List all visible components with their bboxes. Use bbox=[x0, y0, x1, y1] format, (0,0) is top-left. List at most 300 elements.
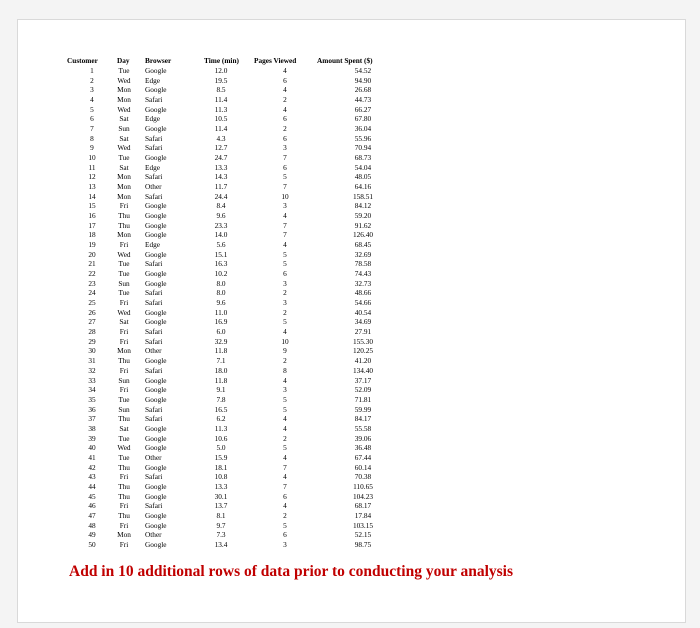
day-cell: Sat bbox=[119, 423, 129, 433]
amount-cell: 17.84 bbox=[354, 510, 372, 520]
time-cell: 13.7 bbox=[214, 501, 228, 511]
browser-cell: Safari bbox=[145, 327, 163, 337]
table-row bbox=[0, 327, 700, 337]
browser-cell: Google bbox=[145, 211, 167, 221]
pages-cell: 3 bbox=[283, 385, 287, 395]
browser-cell: Google bbox=[145, 307, 167, 317]
time-cell: 11.8 bbox=[214, 375, 228, 385]
time-cell: 8.0 bbox=[216, 278, 226, 288]
amount-cell: 158.51 bbox=[352, 191, 374, 201]
header-time: Time (min) bbox=[204, 56, 239, 65]
browser-cell: Google bbox=[145, 491, 167, 501]
customer-cell: 45 bbox=[88, 491, 96, 501]
day-cell: Sun bbox=[118, 278, 130, 288]
day-cell: Tue bbox=[118, 269, 130, 279]
customer-cell: 39 bbox=[88, 433, 96, 443]
pages-cell: 2 bbox=[283, 95, 287, 105]
browser-cell: Edge bbox=[145, 240, 160, 250]
day-cell: Thu bbox=[118, 481, 130, 491]
browser-cell: Edge bbox=[145, 114, 160, 124]
day-cell: Mon bbox=[117, 191, 131, 201]
time-cell: 8.4 bbox=[216, 201, 226, 211]
time-cell: 11.0 bbox=[214, 307, 228, 317]
day-cell: Sat bbox=[119, 114, 129, 124]
table-row bbox=[0, 337, 700, 347]
amount-cell: 55.96 bbox=[354, 133, 372, 143]
pages-cell: 2 bbox=[283, 510, 287, 520]
pages-cell: 3 bbox=[283, 539, 287, 549]
amount-cell: 84.12 bbox=[354, 201, 372, 211]
table-row bbox=[0, 182, 700, 192]
day-cell: Fri bbox=[119, 240, 129, 250]
customer-cell: 21 bbox=[88, 259, 96, 269]
amount-cell: 67.44 bbox=[354, 452, 372, 462]
customer-cell: 30 bbox=[88, 346, 96, 356]
browser-cell: Safari bbox=[145, 472, 163, 482]
time-cell: 5.6 bbox=[216, 240, 226, 250]
pages-cell: 6 bbox=[283, 75, 287, 85]
customer-cell: 46 bbox=[88, 501, 96, 511]
table-row bbox=[0, 317, 700, 327]
table-row bbox=[0, 201, 700, 211]
day-cell: Mon bbox=[117, 530, 131, 540]
browser-cell: Google bbox=[145, 443, 167, 453]
day-cell: Tue bbox=[118, 259, 130, 269]
browser-cell: Google bbox=[145, 220, 167, 230]
day-cell: Thu bbox=[118, 414, 130, 424]
time-cell: 4.3 bbox=[216, 133, 226, 143]
amount-cell: 98.75 bbox=[354, 539, 372, 549]
day-cell: Fri bbox=[119, 365, 129, 375]
amount-cell: 74.43 bbox=[354, 269, 372, 279]
pages-cell: 5 bbox=[283, 317, 287, 327]
time-cell: 7.1 bbox=[216, 356, 226, 366]
table-row bbox=[0, 124, 700, 134]
time-cell: 15.9 bbox=[214, 452, 228, 462]
amount-cell: 40.54 bbox=[354, 307, 372, 317]
customer-cell: 1 bbox=[90, 66, 94, 75]
pages-cell: 4 bbox=[283, 85, 287, 95]
browser-cell: Google bbox=[145, 230, 167, 240]
table-row bbox=[0, 269, 700, 279]
day-cell: Thu bbox=[118, 510, 130, 520]
browser-cell: Google bbox=[145, 481, 167, 491]
amount-cell: 32.73 bbox=[354, 278, 372, 288]
browser-cell: Other bbox=[145, 346, 162, 356]
pages-cell: 4 bbox=[283, 423, 287, 433]
amount-cell: 68.45 bbox=[354, 240, 372, 250]
pages-cell: 6 bbox=[283, 162, 287, 172]
customer-cell: 3 bbox=[90, 85, 94, 95]
customer-cell: 6 bbox=[90, 114, 94, 124]
table-row bbox=[0, 511, 700, 521]
table-row bbox=[0, 434, 700, 444]
browser-cell: Google bbox=[145, 249, 167, 259]
day-cell: Wed bbox=[117, 249, 131, 259]
pages-cell: 4 bbox=[283, 501, 287, 511]
day-cell: Tue bbox=[118, 288, 130, 298]
time-cell: 7.3 bbox=[216, 530, 226, 540]
day-cell: Wed bbox=[117, 443, 131, 453]
day-cell: Fri bbox=[119, 472, 129, 482]
header-amount-spent: Amount Spent ($) bbox=[317, 56, 373, 65]
amount-cell: 78.58 bbox=[354, 259, 372, 269]
customer-cell: 23 bbox=[88, 278, 96, 288]
pages-cell: 5 bbox=[283, 172, 287, 182]
table-row bbox=[0, 405, 700, 415]
browser-cell: Google bbox=[145, 317, 167, 327]
browser-cell: Google bbox=[145, 104, 167, 114]
day-cell: Mon bbox=[117, 95, 131, 105]
day-cell: Tue bbox=[118, 66, 130, 75]
header-day: Day bbox=[117, 56, 130, 65]
time-cell: 8.0 bbox=[216, 288, 226, 298]
browser-cell: Google bbox=[145, 394, 167, 404]
table-row bbox=[0, 482, 700, 492]
customer-cell: 33 bbox=[88, 375, 96, 385]
customer-cell: 36 bbox=[88, 404, 96, 414]
browser-cell: Google bbox=[145, 385, 167, 395]
customer-cell: 44 bbox=[88, 481, 96, 491]
pages-cell: 4 bbox=[283, 375, 287, 385]
pages-cell: 5 bbox=[283, 259, 287, 269]
customer-cell: 16 bbox=[88, 211, 96, 221]
time-cell: 11.7 bbox=[214, 182, 228, 192]
table-row bbox=[0, 250, 700, 260]
day-cell: Fri bbox=[119, 336, 129, 346]
table-row bbox=[0, 463, 700, 473]
table-row bbox=[0, 492, 700, 502]
customer-cell: 34 bbox=[88, 385, 96, 395]
browser-cell: Safari bbox=[145, 501, 163, 511]
pages-cell: 7 bbox=[283, 153, 287, 163]
time-cell: 7.8 bbox=[216, 394, 226, 404]
browser-cell: Google bbox=[145, 433, 167, 443]
table-row bbox=[0, 114, 700, 124]
customer-cell: 50 bbox=[88, 539, 96, 549]
table-row bbox=[0, 134, 700, 144]
browser-cell: Edge bbox=[145, 162, 160, 172]
time-cell: 5.0 bbox=[216, 443, 226, 453]
day-cell: Tue bbox=[118, 433, 130, 443]
day-cell: Tue bbox=[118, 153, 130, 163]
customer-cell: 17 bbox=[88, 220, 96, 230]
table-row bbox=[0, 240, 700, 250]
browser-cell: Safari bbox=[145, 404, 163, 414]
day-cell: Sat bbox=[119, 162, 129, 172]
amount-cell: 26.68 bbox=[354, 85, 372, 95]
browser-cell: Edge bbox=[145, 75, 160, 85]
day-cell: Fri bbox=[119, 385, 129, 395]
day-cell: Sun bbox=[118, 375, 130, 385]
pages-cell: 4 bbox=[283, 452, 287, 462]
table-row bbox=[0, 414, 700, 424]
amount-cell: 66.27 bbox=[354, 104, 372, 114]
table-row bbox=[0, 85, 700, 95]
time-cell: 24.7 bbox=[214, 153, 228, 163]
pages-cell: 5 bbox=[283, 443, 287, 453]
amount-cell: 110.65 bbox=[353, 481, 373, 491]
amount-cell: 91.62 bbox=[354, 220, 372, 230]
time-cell: 23.3 bbox=[214, 220, 228, 230]
amount-cell: 32.69 bbox=[354, 249, 372, 259]
amount-cell: 155.30 bbox=[352, 336, 374, 346]
table-row bbox=[0, 279, 700, 289]
day-cell: Wed bbox=[117, 75, 131, 85]
customer-cell: 11 bbox=[88, 162, 96, 172]
browser-cell: Google bbox=[145, 124, 167, 134]
table-row bbox=[0, 356, 700, 366]
time-cell: 12.7 bbox=[214, 143, 228, 153]
table-row bbox=[0, 143, 700, 153]
table-row bbox=[0, 172, 700, 182]
customer-cell: 14 bbox=[88, 191, 96, 201]
amount-cell: 36.48 bbox=[354, 443, 372, 453]
customer-cell: 19 bbox=[88, 240, 96, 250]
table-row bbox=[0, 230, 700, 240]
time-cell: 13.4 bbox=[214, 539, 228, 549]
customer-cell: 24 bbox=[88, 288, 96, 298]
amount-cell: 48.66 bbox=[354, 288, 372, 298]
amount-cell: 39.06 bbox=[354, 433, 372, 443]
browser-cell: Google bbox=[145, 510, 167, 520]
amount-cell: 55.58 bbox=[354, 423, 372, 433]
table-row bbox=[0, 366, 700, 376]
time-cell: 6.2 bbox=[216, 414, 226, 424]
amount-cell: 103.15 bbox=[352, 520, 374, 530]
amount-cell: 60.14 bbox=[354, 462, 372, 472]
pages-cell: 6 bbox=[283, 269, 287, 279]
table-row bbox=[0, 95, 700, 105]
amount-cell: 52.09 bbox=[354, 385, 372, 395]
day-cell: Sat bbox=[119, 133, 129, 143]
day-cell: Thu bbox=[118, 220, 130, 230]
amount-cell: 59.99 bbox=[354, 404, 372, 414]
time-cell: 8.1 bbox=[216, 510, 226, 520]
pages-cell: 2 bbox=[283, 307, 287, 317]
pages-cell: 4 bbox=[283, 327, 287, 337]
pages-cell: 5 bbox=[283, 394, 287, 404]
amount-cell: 104.23 bbox=[352, 491, 374, 501]
table-row bbox=[0, 308, 700, 318]
pages-cell: 4 bbox=[283, 414, 287, 424]
pages-cell: 6 bbox=[283, 133, 287, 143]
browser-cell: Safari bbox=[145, 259, 163, 269]
table-body bbox=[0, 66, 700, 550]
browser-cell: Google bbox=[145, 375, 167, 385]
day-cell: Thu bbox=[118, 462, 130, 472]
pages-cell: 6 bbox=[283, 491, 287, 501]
amount-cell: 71.81 bbox=[354, 394, 372, 404]
table-row bbox=[0, 288, 700, 298]
header-pages-viewed: Pages Viewed bbox=[254, 56, 297, 65]
customer-cell: 7 bbox=[90, 124, 94, 134]
pages-cell: 3 bbox=[283, 201, 287, 211]
pages-cell: 3 bbox=[283, 278, 287, 288]
pages-cell: 3 bbox=[283, 143, 287, 153]
time-cell: 6.0 bbox=[216, 327, 226, 337]
time-cell: 13.3 bbox=[214, 162, 228, 172]
browser-cell: Safari bbox=[145, 414, 163, 424]
header-customer: Customer bbox=[67, 56, 98, 65]
customer-cell: 28 bbox=[88, 327, 96, 337]
day-cell: Wed bbox=[117, 307, 131, 317]
browser-cell: Safari bbox=[145, 191, 163, 201]
customer-cell: 47 bbox=[88, 510, 96, 520]
day-cell: Fri bbox=[119, 501, 129, 511]
time-cell: 11.8 bbox=[214, 346, 228, 356]
day-cell: Wed bbox=[117, 143, 131, 153]
time-cell: 14.3 bbox=[214, 172, 228, 182]
customer-cell: 13 bbox=[88, 182, 96, 192]
time-cell: 11.4 bbox=[214, 124, 228, 134]
table-row bbox=[0, 424, 700, 434]
customer-cell: 8 bbox=[90, 133, 94, 143]
day-cell: Fri bbox=[119, 327, 129, 337]
customer-cell: 26 bbox=[88, 307, 96, 317]
day-cell: Wed bbox=[117, 104, 131, 114]
customer-cell: 37 bbox=[88, 414, 96, 424]
day-cell: Tue bbox=[118, 394, 130, 404]
pages-cell: 6 bbox=[283, 114, 287, 124]
customer-cell: 40 bbox=[88, 443, 96, 453]
day-cell: Mon bbox=[117, 182, 131, 192]
amount-cell: 126.40 bbox=[352, 230, 374, 240]
customer-cell: 35 bbox=[88, 394, 96, 404]
customer-cell: 48 bbox=[88, 520, 96, 530]
time-cell: 32.9 bbox=[214, 336, 228, 346]
customer-cell: 20 bbox=[88, 249, 96, 259]
table-row bbox=[0, 153, 700, 163]
browser-cell: Google bbox=[145, 66, 167, 75]
browser-cell: Safari bbox=[145, 143, 163, 153]
customer-cell: 10 bbox=[88, 153, 96, 163]
amount-cell: 54.04 bbox=[354, 162, 372, 172]
pages-cell: 5 bbox=[283, 249, 287, 259]
amount-cell: 68.73 bbox=[354, 153, 372, 163]
amount-cell: 94.90 bbox=[354, 75, 372, 85]
pages-cell: 7 bbox=[283, 182, 287, 192]
amount-cell: 67.80 bbox=[354, 114, 372, 124]
table-row bbox=[0, 530, 700, 540]
browser-cell: Google bbox=[145, 356, 167, 366]
amount-cell: 54.66 bbox=[354, 298, 372, 308]
customer-cell: 27 bbox=[88, 317, 96, 327]
customer-cell: 31 bbox=[88, 356, 96, 366]
amount-cell: 70.94 bbox=[354, 143, 372, 153]
day-cell: Tue bbox=[118, 452, 130, 462]
table-row bbox=[0, 259, 700, 269]
table-row bbox=[0, 472, 700, 482]
table-row bbox=[0, 521, 700, 531]
table-row bbox=[0, 211, 700, 221]
time-cell: 16.9 bbox=[214, 317, 228, 327]
browser-cell: Google bbox=[145, 462, 167, 472]
browser-cell: Safari bbox=[145, 298, 163, 308]
customer-cell: 42 bbox=[88, 462, 96, 472]
table-row bbox=[0, 163, 700, 173]
customer-cell: 4 bbox=[90, 95, 94, 105]
customer-cell: 12 bbox=[88, 172, 96, 182]
amount-cell: 44.73 bbox=[354, 95, 372, 105]
amount-cell: 34.69 bbox=[354, 317, 372, 327]
browser-cell: Google bbox=[145, 423, 167, 433]
table-row bbox=[0, 221, 700, 231]
time-cell: 19.5 bbox=[214, 75, 228, 85]
day-cell: Fri bbox=[119, 539, 129, 549]
header-browser: Browser bbox=[145, 56, 172, 65]
amount-cell: 27.91 bbox=[354, 327, 372, 337]
day-cell: Fri bbox=[119, 298, 129, 308]
customer-cell: 38 bbox=[88, 423, 96, 433]
table-row bbox=[0, 192, 700, 202]
customer-cell: 25 bbox=[88, 298, 96, 308]
day-cell: Thu bbox=[118, 211, 130, 221]
pages-cell: 9 bbox=[283, 346, 287, 356]
time-cell: 16.5 bbox=[214, 404, 228, 414]
amount-cell: 134.40 bbox=[352, 365, 374, 375]
time-cell: 9.1 bbox=[216, 385, 226, 395]
browser-cell: Safari bbox=[145, 95, 163, 105]
time-cell: 8.5 bbox=[216, 85, 226, 95]
time-cell: 10.2 bbox=[214, 269, 228, 279]
time-cell: 15.1 bbox=[214, 249, 228, 259]
day-cell: Fri bbox=[119, 520, 129, 530]
day-cell: Fri bbox=[119, 201, 129, 211]
customer-cell: 49 bbox=[88, 530, 96, 540]
pages-cell: 7 bbox=[283, 230, 287, 240]
time-cell: 14.0 bbox=[214, 230, 228, 240]
table-row bbox=[0, 66, 700, 76]
pages-cell: 8 bbox=[283, 365, 287, 375]
browser-cell: Safari bbox=[145, 172, 163, 182]
pages-cell: 2 bbox=[283, 433, 287, 443]
time-cell: 10.5 bbox=[214, 114, 228, 124]
day-cell: Sun bbox=[118, 124, 130, 134]
pages-cell: 7 bbox=[283, 481, 287, 491]
pages-cell: 4 bbox=[283, 472, 287, 482]
time-cell: 18.0 bbox=[214, 365, 228, 375]
browser-cell: Safari bbox=[145, 133, 163, 143]
day-cell: Thu bbox=[118, 491, 130, 501]
customer-cell: 43 bbox=[88, 472, 96, 482]
amount-cell: 36.04 bbox=[354, 124, 372, 134]
table-row bbox=[0, 105, 700, 115]
pages-cell: 4 bbox=[283, 240, 287, 250]
time-cell: 10.8 bbox=[214, 472, 228, 482]
pages-cell: 5 bbox=[283, 404, 287, 414]
amount-cell: 64.16 bbox=[354, 182, 372, 192]
time-cell: 11.3 bbox=[214, 104, 228, 114]
day-cell: Mon bbox=[117, 172, 131, 182]
customer-cell: 18 bbox=[88, 230, 96, 240]
time-cell: 10.6 bbox=[214, 433, 228, 443]
browser-cell: Google bbox=[145, 201, 167, 211]
browser-cell: Other bbox=[145, 452, 162, 462]
amount-cell: 70.38 bbox=[354, 472, 372, 482]
amount-cell: 52.15 bbox=[354, 530, 372, 540]
table-row bbox=[0, 376, 700, 386]
table-row bbox=[0, 76, 700, 86]
day-cell: Mon bbox=[117, 85, 131, 95]
table-row bbox=[0, 395, 700, 405]
pages-cell: 7 bbox=[283, 462, 287, 472]
browser-cell: Google bbox=[145, 269, 167, 279]
time-cell: 24.4 bbox=[214, 191, 228, 201]
time-cell: 11.4 bbox=[214, 95, 228, 105]
day-cell: Mon bbox=[117, 346, 131, 356]
table-row bbox=[0, 443, 700, 453]
